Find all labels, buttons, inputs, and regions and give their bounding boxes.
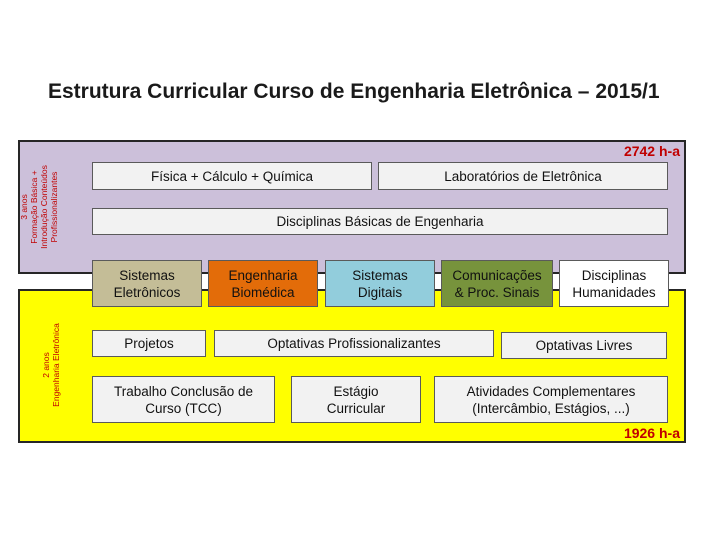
box-label: Optativas Livres [535,338,633,353]
top-side-label [19,157,59,257]
box-laboratorios-eletronica [378,162,668,190]
bottom-hours-label: 1926 h-a [623,425,680,441]
box-label-line: Sistemas [119,267,175,283]
box-label: Disciplinas Básicas de Engenharia [276,214,484,229]
top-side-label-line: Formação Básica + [29,170,39,244]
box-label-line: Estágio [333,383,379,399]
box-label: Física + Cálculo + Química [150,168,314,184]
box-label: Optativas Profissionalizantes [267,336,441,351]
box-label: Laboratórios de Eletrônica [444,168,602,184]
box-comunicacoes-proc-sinais [441,260,553,307]
box-label-line: Trabalho Conclusão de [113,383,254,399]
box-disciplinas-humanidades [559,260,669,307]
box-disciplinas-basicas [92,208,668,235]
box-label: Projetos [124,336,174,351]
box-optativas-livres [501,332,667,359]
box-label-line: Sistemas [352,267,408,283]
box-tcc [92,376,275,423]
basic-formation-panel [18,140,686,274]
box-estagio-curricular [291,376,421,423]
page-title: Estrutura Curricular Curso de Engenharia Eletrônica – 2015/1 [48,80,660,103]
top-hours-label: 2742 h-a [623,143,680,159]
box-label-line: Atividades Complementares [466,383,636,399]
box-projetos [92,330,206,357]
box-engenharia-biomedica [208,260,318,307]
box-label-line: Humanidades [572,284,656,300]
bottom-side-label-line: Engenharia Eletrônica [51,323,61,407]
box-label-line: Digitais [357,284,403,300]
bottom-side-label [41,310,61,420]
box-label-line: Comunicações [452,267,542,283]
top-side-label-line: Introdução Conteúdos [39,165,49,249]
box-label-line: Engenharia [228,267,298,283]
box-optativas-profissionalizantes [214,330,494,357]
box-label-line: Curso (TCC) [145,400,222,416]
top-side-label-line: Profissionalizantes [49,171,59,243]
box-label-line: Eletrônicos [113,284,181,300]
box-label-line: Curricular [326,400,386,416]
box-label-line: (Intercâmbio, Estágios, ...) [472,400,630,416]
box-label-line: & Proc. Sinais [454,284,540,300]
box-label-line: Disciplinas [581,267,647,283]
box-label-line: Biomédica [231,284,295,300]
top-side-label-line: 3 anos [19,194,29,220]
box-sistemas-digitais [325,260,435,307]
box-sistemas-eletronicos [92,260,202,307]
box-atividades-complementares [434,376,668,423]
box-fisica-calculo-quimica [92,162,372,190]
bottom-side-label-line: 2 anos [41,352,51,378]
